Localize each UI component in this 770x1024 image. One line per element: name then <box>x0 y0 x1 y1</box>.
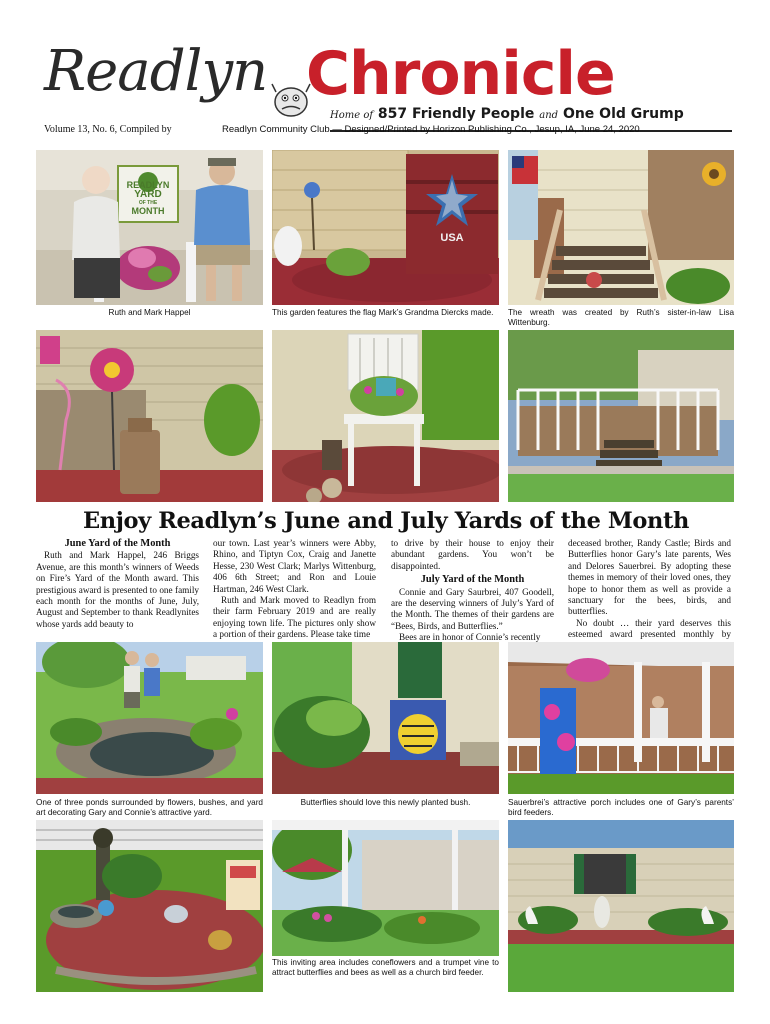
photo-flag-garden <box>272 150 499 305</box>
photo-ruth-and-mark <box>36 150 263 305</box>
photo-pond <box>36 642 263 794</box>
tagline-grump: One Old Grump <box>562 106 684 122</box>
article-column-4 <box>568 538 731 652</box>
caption-photo7: One of three ponds surrounded by flowers, bushes, and yard art decorating Gary and Connie’s attractive yard. <box>36 798 263 818</box>
article-column-1 <box>36 538 199 630</box>
yard-sign <box>120 180 176 216</box>
photo-butterfly-bush <box>272 642 499 794</box>
masthead-chronicle: Chronicle <box>306 39 615 109</box>
caption-photo9: Sauerbrei’s attractive porch includes one of Gary’s parents’ bird feeders. <box>508 798 734 818</box>
col1-paragraph: Ruth and Mark Happel, 246 Briggs Avenue, are this month’s winners of Weeds on Fire’s Yard of the Month award. This prestigious award is presented to one family each month for the months of June, July, August and September to thank Readlynites whose yards add beauty to <box>36 550 199 629</box>
sign-of-the: OF THE <box>138 200 158 206</box>
col2-paragraph-2: Ruth and Mark moved to Readlyn from their farm February 2019 and are really enjoying town life. The pictures only show a portion of their gardens. Please take time <box>213 595 376 640</box>
tagline-home-of: Home of <box>330 110 374 121</box>
caption-photo3: The wreath was created by Ruth’s sister-in-law Lisa Wittenburg. <box>508 308 734 328</box>
photo-porch <box>508 642 734 794</box>
credits-line: Readlyn Community Club — Designed/Printed by Horizon Publishing Co., Jesup, IA, June 24, 2020 <box>222 124 640 135</box>
article-headline: Enjoy Readlyn’s June and July Yards of the Month <box>83 508 689 534</box>
tagline-and: and <box>539 110 559 121</box>
col4-paragraph-1: deceased brother, Randy Castle; Birds and Butterflies honor Gary’s late parents, Wes and Delores Sauerbrei. By adopting these themes in memory of their loved ones, they hope to honor them as well as provide a sanctuary for the bees, birds, and butterflies. <box>568 538 731 617</box>
caption-photo8: Butterflies should love this newly planted bush. <box>300 798 471 807</box>
photo-house-swans <box>508 820 734 992</box>
photo-garden-bed <box>36 820 263 992</box>
article-column-2 <box>213 538 376 641</box>
sign-line2: YARD <box>134 189 162 200</box>
flag-usa-text: USA <box>440 232 464 244</box>
july-yard-heading: July Yard of the Month <box>420 574 525 586</box>
caption-photo11: This inviting area includes coneflowers and a trumpet vine to attract butterflies and bees as well as a church bird feeder. <box>272 958 499 978</box>
sign-line1: READLYN <box>126 180 170 190</box>
tagline-people: 857 Friendly People <box>377 106 535 122</box>
sign-line3: MONTH <box>131 206 165 216</box>
col3-paragraph-3: Bees are in honor of Connie’s recently <box>399 632 541 643</box>
col2-paragraph-1: our town. Last year’s winners were Abby, Rhino, and Tiptyn Cox, Craig and Janette Hesse, 230 West Clark; Marlys Wittenburg, 406 6th Street; and Ron and Louie Hartman, 246 West Clark. <box>213 538 376 594</box>
col3-paragraph-2: Connie and Gary Saurbrei, 407 Goodell, are the deserving winners of July’s Yard of the Month. The themes of their gardens are “Bees, Birds, and Butterflies.” <box>391 586 554 631</box>
masthead-readlyn: Readlyn <box>44 39 268 104</box>
col4-paragraph-2: No doubt … their yard deserves this esteemed award presented monthly by <box>568 617 731 640</box>
june-yard-heading: June Yard of the Month <box>64 538 171 549</box>
caption-photo1: Ruth and Mark Happel <box>108 308 191 317</box>
col3-paragraph-1: to drive by their house to enjoy their abundant gardens. You won’t be disappointed. <box>391 538 554 571</box>
photo-milk-can <box>36 330 263 502</box>
caption-photo2: This garden features the flag Mark’s Grandma Diercks made. <box>272 308 494 317</box>
photo-front-steps-wreath <box>508 150 734 305</box>
volume-info: Volume 13, No. 6, Compiled by <box>44 124 172 135</box>
article-column-3 <box>391 538 554 644</box>
photo-white-deck <box>508 330 734 502</box>
masthead-tagline <box>330 106 684 122</box>
photo-pergola-garden <box>272 820 499 956</box>
photo-chair-planter <box>272 330 499 502</box>
